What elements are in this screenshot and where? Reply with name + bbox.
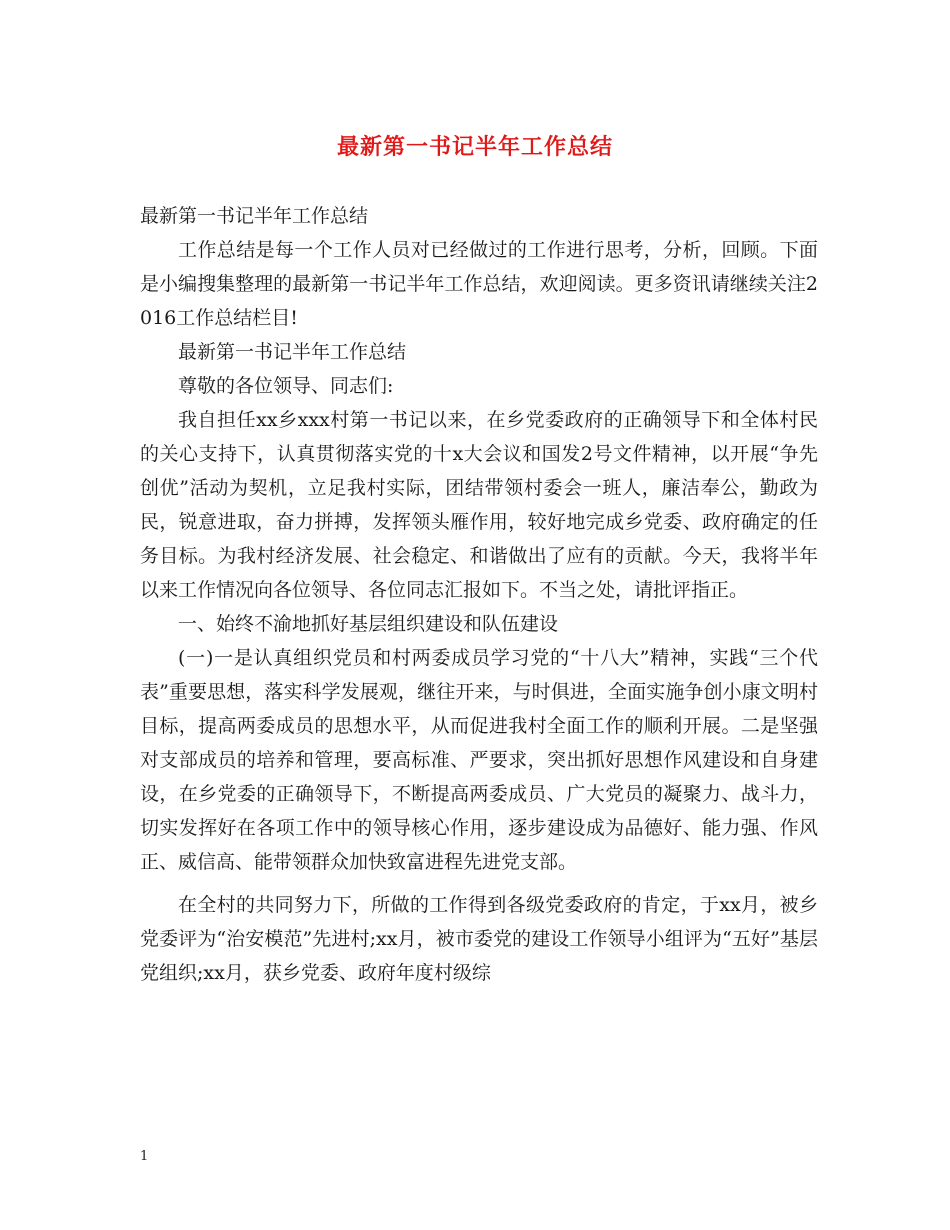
document-body xyxy=(140,199,818,990)
paragraph-intro: 工作总结是每一个工作人员对已经做过的工作进行思考，分析，回顾。下面是小编搜集整理的最新第一书记半年工作总结，欢迎阅读。更多资讯请继续关注2016工作总结栏目! xyxy=(140,239,818,329)
section-heading: 一、始终不渝地抓好基层组织建设和队伍建设 xyxy=(178,613,559,635)
paragraph-salutation: 尊敬的各位领导、同志们: xyxy=(178,375,394,397)
paragraph-body: 我自担任xx乡xxx村第一书记以来，在乡党委政府的正确领导下和全体村民的关心支持下，认真贯彻落实党的十x大会议和国发2号文件精神，以开展“争先创优”活动为契机，立足我村实际，团结带领村委会一班人，廉洁奉公，勤政为民，锐意进取，奋力拼搏，发挥领头雁作用，较好地完成乡党委、政府确定的任务目标。为我村经济发展、社会稳定、和谐做出了应有的贡献。今天，我将半年以来工作情况向各位领导、各位同志汇报如下。不当之处，请批评指正。 xyxy=(140,409,818,601)
paragraph-body: 在全村的共同努力下，所做的工作得到各级党委政府的肯定，于xx月，被乡党委评为“治安模范”先进村;xx月，被市委党的建设工作领导小组评为“五好”基层党组织;xx月，获乡党委、政府年度村级综 xyxy=(140,894,818,984)
paragraph-body: (一)一是认真组织党员和村两委成员学习党的“十八大”精神，实践“三个代表”重要思想，落实科学发展观，继往开来，与时俱进，全面实施争创小康文明村目标，提高两委成员的思想水平，从而促进我村全面工作的顺利开展。二是坚强对支部成员的培养和管理，要高标准、严要求，突出抓好思想作风建设和自身建设，在乡党委的正确领导下，不断提高两委成员、广大党员的凝聚力、战斗力，切实发挥好在各项工作中的领导核心作用，逐步建设成为品德好、能力强、作风正、威信高、能带领群众加快致富进程先进党支部。 xyxy=(140,647,818,873)
paragraph-heading: 最新第一书记半年工作总结 xyxy=(178,341,407,363)
paragraph-subtitle: 最新第一书记半年工作总结 xyxy=(140,205,369,227)
page-number: 1 xyxy=(140,1149,149,1164)
document-title: 最新第一书记半年工作总结 xyxy=(336,134,613,160)
